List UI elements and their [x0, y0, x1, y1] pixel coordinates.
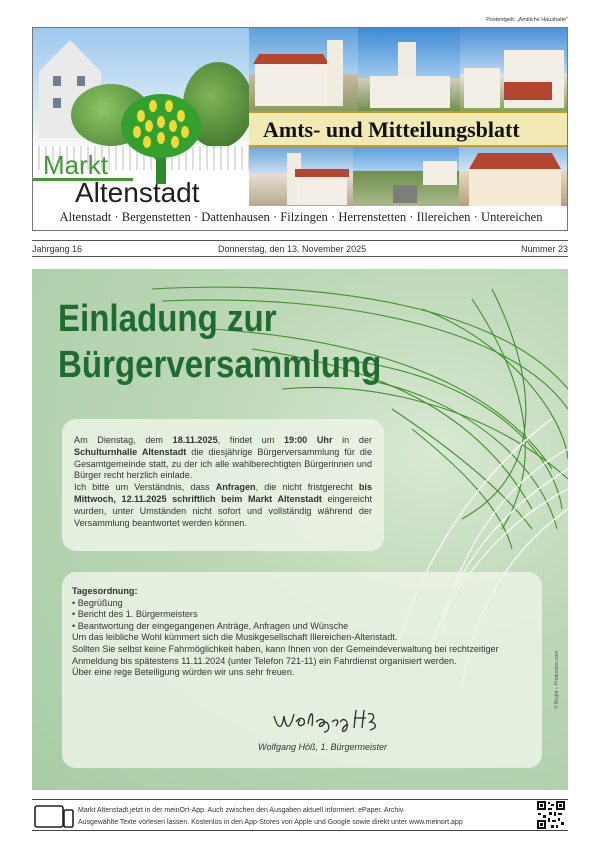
photo-credit: © Bright – Production.com [554, 650, 560, 709]
closing-note: Über eine rege Beteiligung würden wir uns sehr freuen. [72, 667, 295, 678]
qr-code-icon[interactable] [536, 800, 566, 830]
promo-line-2: Ausgewählte Texte vorlesen lassen. Kostenlos in den App-Stores von Apple und Google sowie direkt unter www.meinort.app [78, 819, 463, 826]
heading-line-2: Bürgerversammlung [58, 344, 382, 386]
publication-title: Amts- und Mitteilungsblatt [263, 117, 520, 142]
smartphone-icon [34, 804, 74, 828]
text-run: , die nicht fristgerecht [255, 482, 359, 493]
meeting-place: Schulturnhalle Altenstadt [74, 446, 187, 457]
photo-townhall [459, 147, 568, 206]
villages-list: Altenstadt · Bergenstetten · Dattenhausen · Filzingen · Herrenstetten · Illereichen · Untereichen [59, 210, 543, 224]
signer-name: Wolfgang Höß, 1. Bürgermeister [258, 742, 388, 752]
agenda-box [62, 572, 542, 768]
meeting-time: 19:00 Uhr [283, 435, 333, 445]
issue-date: Donnerstag, den 13. November 2025 [218, 244, 367, 254]
photo-village [249, 28, 358, 111]
logo-panel [33, 28, 249, 206]
logo-markt: Markt [43, 150, 108, 180]
photo-firehouse [460, 28, 568, 111]
logo-altenstadt: Altenstadt [75, 177, 200, 206]
text-run: Am Dienstag, dem [74, 435, 173, 445]
signature [270, 704, 380, 734]
photo-chapel [249, 147, 353, 206]
app-promo-footer [32, 799, 568, 831]
photo-church [358, 28, 460, 111]
masthead [32, 27, 568, 231]
text-run: eingereicht wurden, unter Umständen nicht sofort und vollständig während der Versammlung beantwortet werden können. [74, 493, 372, 528]
meeting-date: 18.11.2025 [172, 435, 218, 445]
invitation-panel [32, 269, 568, 790]
promo-line-1: Markt Altenstadt jetzt in der meinOrt-App. Auch zwischen den Ausgaben aktuell informiert. ePaper. Archiv. [78, 807, 405, 814]
volume: Jahrgang 16 [32, 244, 83, 254]
issue-number: Nummer 23 [520, 244, 568, 254]
intro-paragraph-1 [74, 435, 372, 482]
publication-title-band [249, 111, 568, 147]
anfragen-emphasis: Anfragen [215, 482, 256, 493]
invitation-heading [58, 296, 381, 388]
text-run: in der [332, 435, 372, 445]
tree-logo-icon [119, 92, 203, 188]
photo-fountain [353, 147, 459, 206]
agenda-title: Tagesordnung: [72, 586, 138, 596]
heading-line-1: Einladung zur [58, 298, 277, 340]
intro-paragraph-2 [74, 482, 372, 529]
agenda-item: • Begrüßung [72, 597, 123, 608]
transport-note: Sollten Sie selbst keine Fahrmöglichkeit haben, kann Ihnen von der Gemeindeverwaltung bei rechtzeitiger Anmeldung bis spätestens 11.11.2024 (unter Telefon 721-11) ein Fahrdienst organisiert werden. [72, 643, 499, 666]
text-run: die diesjährige Bürgerversammlung für die Gesamtgemeinde statt, zu der ich alle wahlberechtigten Bürgerinnen und Bürger recht herzlich einlade. [74, 446, 372, 481]
text-run: Ich bitte um Verständnis, dass [74, 482, 216, 493]
text-run: , findet um [217, 435, 284, 445]
postal-note: Postentgelt: „Amtliche Haushalte" [486, 17, 568, 23]
catering-note: Um das leibliche Wohl kümmert sich die Musikgesellschaft Illereichen-Altenstadt. [72, 632, 398, 643]
agenda-item: • Beantwortung der eingegangenen Anträge, Anfragen und Wünsche [72, 620, 349, 631]
app-promo-text [78, 805, 518, 829]
deadline-emphasis: bis Mittwoch, 12.11.2025 schriftlich beim Markt Altenstadt [74, 482, 372, 504]
agenda-item: • Bericht des 1. Bürgermeisters [72, 609, 198, 620]
intro-text-box [62, 419, 384, 551]
issue-info-bar [32, 240, 568, 257]
